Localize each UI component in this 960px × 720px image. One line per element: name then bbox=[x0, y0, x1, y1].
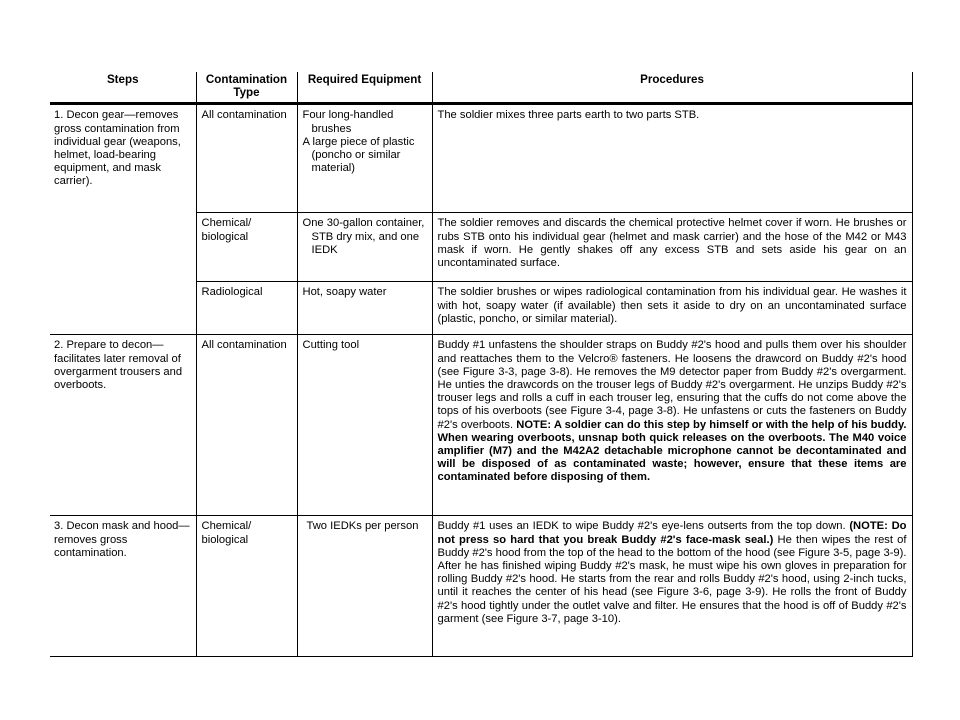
header-required-equipment: Required Equipment bbox=[297, 72, 432, 104]
header-steps: Steps bbox=[50, 72, 196, 104]
contamination-type-cell: All contamination bbox=[196, 335, 297, 516]
equipment-item: Four long-handled brushes bbox=[302, 109, 394, 135]
step-text: 1. Decon gear—removes gross contamination from individual gear (weapons, helmet, load-bearing equipment, and mask carrier). bbox=[54, 109, 181, 188]
decon-procedures-table bbox=[50, 72, 913, 657]
contamination-type-cell: Radiological bbox=[196, 282, 297, 335]
procedure-text: The soldier removes and discards the chemical protective helmet cover if worn. He brushes or rubs STB onto his individual gear (helmet and mask carrier) and the hose of the M42 or M43 mask if worn. He gently shakes off any excess STB and sets aside his gear on an uncontaminated surface. bbox=[437, 217, 907, 270]
equipment-cell bbox=[297, 104, 432, 213]
step-cell bbox=[50, 104, 196, 335]
equipment-item: Hot, soapy water bbox=[302, 286, 387, 299]
equipment-cell bbox=[297, 335, 432, 516]
header-contamination-type: Contamination Type bbox=[196, 72, 297, 104]
table-row bbox=[50, 516, 912, 657]
equipment-item: Cutting tool bbox=[302, 339, 360, 352]
procedure-cell bbox=[432, 104, 912, 213]
procedure-note: NOTE: A soldier can do this step by himself or with the help of his buddy. When wearing overboots, unsnap both quick releases on the overboots. The M40 voice amplifier (M7) and the M42A2 detachable microphone cannot be decontaminated and will be disposed of as contaminated waste; however, ensure that these items are contaminated before disposing of them. bbox=[437, 418, 907, 484]
procedure-text: Buddy #1 unfastens the shoulder straps on Buddy #2's hood and pulls them over his shoulder and reattaches them to the Velcro® fasteners. He loosens the drawcord on Buddy #2's hood (see Figure 3-3, page 3-8). He removes the M9 detector paper from Buddy #2's overgarment. He unties the drawcords on the trouser legs of Buddy #2's overgarment. He unzips Buddy #2's trouser legs and rolls a cuff in each trouser leg, ensuring that the cuffs do not come above the tops of his overboots (see Figure 3-4, page 3-8). He unfastens or cuts the fasteners on Buddy #2's overboots. bbox=[437, 339, 907, 431]
equipment-cell bbox=[297, 516, 432, 657]
procedure-cell bbox=[432, 516, 912, 657]
equipment-cell bbox=[297, 213, 432, 282]
step-text: 3. Decon mask and hood—removes gross contamination. bbox=[54, 520, 190, 559]
procedure-cell bbox=[432, 282, 912, 335]
contamination-type-cell: Chemical/ biological bbox=[196, 516, 297, 657]
contamination-type-cell: All contamination bbox=[196, 104, 297, 213]
table-header-row bbox=[50, 72, 912, 104]
equipment-item: One 30-gallon container, STB dry mix, and one IEDK bbox=[302, 217, 425, 256]
step-text: 2. Prepare to decon—facilitates later removal of overgarment trousers and overboots. bbox=[54, 339, 183, 392]
table-row bbox=[50, 104, 912, 213]
procedure-note: (NOTE: Do not press so hard that you break Buddy #2's face-mask seal.) bbox=[437, 520, 907, 546]
header-procedures: Procedures bbox=[432, 72, 912, 104]
step-cell bbox=[50, 516, 196, 657]
procedure-text: The soldier mixes three parts earth to two parts STB. bbox=[437, 109, 700, 122]
equipment-item: Two IEDKs per person bbox=[306, 520, 419, 533]
procedure-text: Buddy #1 uses an IEDK to wipe Buddy #2's eye-lens outserts from the top down. bbox=[437, 520, 850, 533]
step-cell bbox=[50, 335, 196, 516]
procedure-cell bbox=[432, 213, 912, 282]
procedure-text: The soldier brushes or wipes radiological contamination from his individual gear. He washes it with hot, soapy water (if available) then sets it aside to dry on an uncontaminated surface (plastic, poncho, or similar material). bbox=[437, 286, 907, 325]
table-row bbox=[50, 335, 912, 516]
equipment-cell bbox=[297, 282, 432, 335]
procedure-text: He then wipes the rest of Buddy #2's hood from the top of the head to the bottom of the hood (see Figure 3-5, page 3-9). After he has finished wiping Buddy #2's mask, he must wipe his own gloves in preparation for rolling Buddy #2's hood. He starts from the rear and rolls Buddy #2's hood, using 2-inch tucks, until it reaches the center of his head (see Figure 3-6, page 3-9). He rolls the front of Buddy #2's hood tightly under the outlet valve and filter. He ensures that the hood is off of Buddy #2's garment (see Figure 3-7, page 3-10). bbox=[437, 533, 907, 625]
equipment-item: A large piece of plastic (poncho or similar material) bbox=[302, 135, 415, 175]
procedure-cell bbox=[432, 335, 912, 516]
contamination-type-cell: Chemical/ biological bbox=[196, 213, 297, 282]
